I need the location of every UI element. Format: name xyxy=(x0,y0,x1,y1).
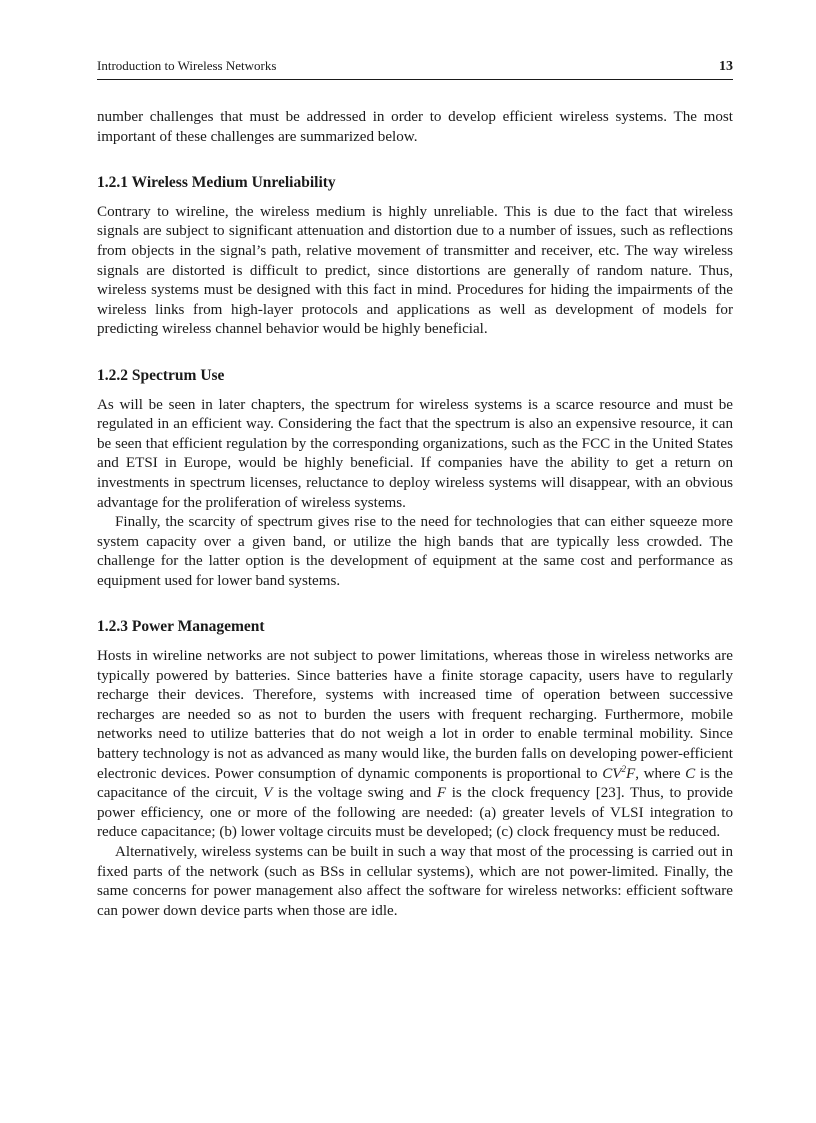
body-paragraph xyxy=(97,647,733,843)
paragraph-text: is the clock frequency [23]. Thus, to provide power efficiency, one or more of the following are needed: (a) greater levels of VLSI integration to reduce capacitance; (b) lower voltage circuits must be developed; (c) clock frequency must be reduced. xyxy=(97,785,733,841)
book-page xyxy=(97,58,733,921)
section-heading: 1.2.2 Spectrum Use xyxy=(97,366,225,384)
running-header xyxy=(97,58,733,80)
body-paragraph: Contrary to wireline, the wireless medium is highly unreliable. This is due to the fact that wireless signals are subject to significant attenuation and distortion due to a number of issues, such as reflections from objects in the signal’s path, relative movement of transmitter and receiver, etc. The way wireless signals are distorted is difficult to predict, since distortions are generally of random nature. Thus, wireless systems must be designed with this fact in mind. Procedures for hiding the impairments of the wireless links from high-layer protocols and applications as well as development of models for predicting wireless channel behavior would be highly beneficial. xyxy=(97,203,733,338)
intro-paragraph: number challenges that must be addressed in order to develop efficient wireless systems. The most important of these challenges are summarized below. xyxy=(97,109,733,145)
paragraph-text: Hosts in wireline networks are not subject to power limitations, whereas those in wireless networks are typically powered by batteries. Since batteries have a finite storage capacity, users have to regularly recharge their devices. Therefore, systems with increased time of operation between successive recharges are needed so as not to burden the users with frequent recharging. Furthermore, mobile networks need to utilize batteries that do not weigh a lot in order to enable terminal mobility. Since battery technology is not as advanced as many would like, the burden falls on developing power-efficient electronic devices. Power consumption of dynamic components is proportional to xyxy=(97,648,733,782)
running-header-title: Introduction to Wireless Networks xyxy=(97,58,277,73)
paragraph-text: is the capacitance of the circuit, xyxy=(97,765,733,802)
section-wireless-medium-unreliability xyxy=(97,173,733,340)
variable-c: C xyxy=(685,765,696,782)
variable-v: V xyxy=(263,785,273,802)
body-paragraph: Alternatively, wireless systems can be built in such a way that most of the processing is carried out in fixed parts of the network (such as BSs in cellular systems), which are not power-limited. Finally, the same concerns for power management also affect the software for wireless networks: efficient software can power down device parts when those are idle. xyxy=(97,844,733,919)
section-heading: 1.2.1 Wireless Medium Unreliability xyxy=(97,174,336,192)
formula-exponent: 2 xyxy=(621,763,627,774)
page-body xyxy=(97,108,733,921)
paragraph-text: , where xyxy=(635,765,686,782)
page-number: 13 xyxy=(719,59,733,74)
section-spectrum-use xyxy=(97,366,733,592)
body-paragraph: Finally, the scarcity of spectrum gives rise to the need for technologies that can either squeeze more system capacity over a given band, or utilize the high bands that are typically less crowded. The challenge for the latter option is the development of equipment at the same cost and performance as equipment used for lower band systems. xyxy=(97,514,733,589)
formula-base: CV xyxy=(602,765,622,782)
section-power-management xyxy=(97,617,733,921)
paragraph-text: is the voltage swing and xyxy=(272,785,437,802)
variable-f: F xyxy=(436,785,447,802)
formula-tail: F xyxy=(626,765,636,782)
section-heading: 1.2.3 Power Management xyxy=(97,618,265,636)
power-formula xyxy=(602,763,636,782)
body-paragraph: As will be seen in later chapters, the spectrum for wireless systems is a scarce resource and must be regulated in an efficient way. Considering the fact that the spectrum is also an expensive resource, it can be seen that efficient regulation by the corresponding organizations, such as the FCC in the United States and ETSI in Europe, would be highly beneficial. If companies have the ability to get a return on investments in spectrum licenses, reluctance to deploy wireless systems will disappear, with an obvious advantage for the proliferation of wireless systems. xyxy=(97,396,733,511)
